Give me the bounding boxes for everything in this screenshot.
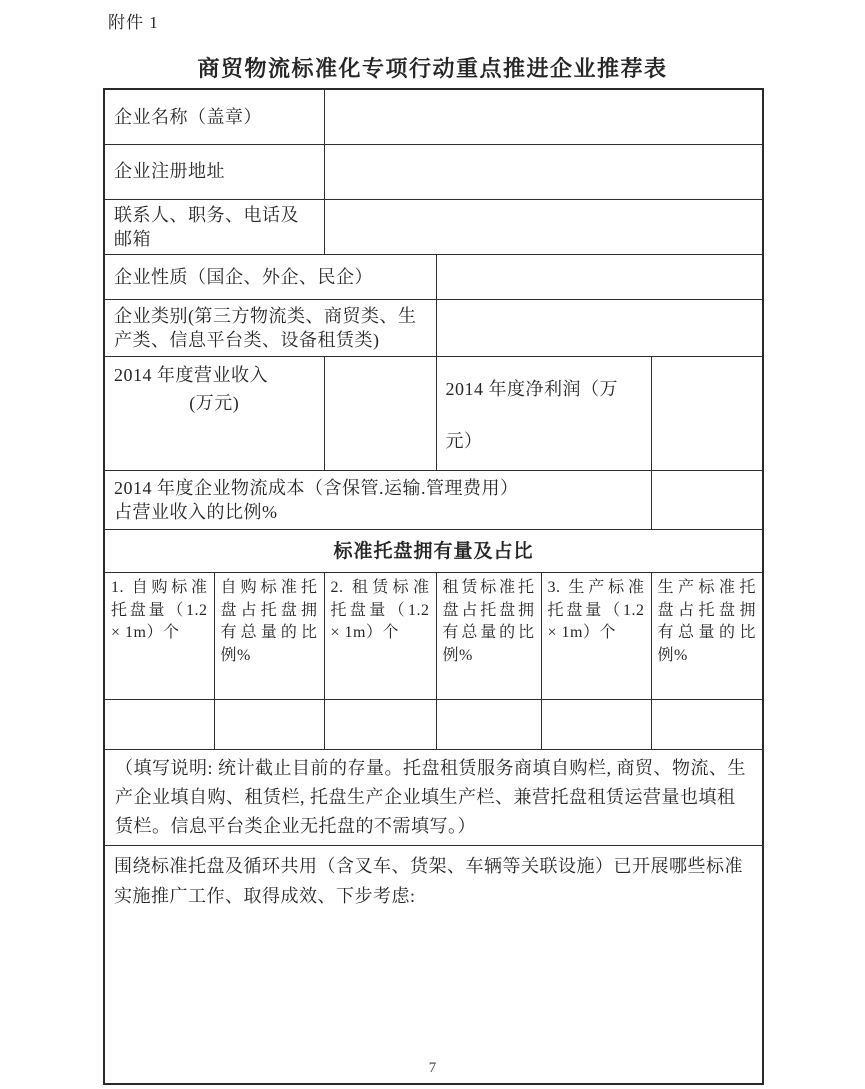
revenue-2014-label-line1: 2014 年度营业收入 (114, 365, 268, 386)
contact-label: 联系人、职务、电话及邮箱 (104, 199, 324, 255)
contact-value-cell[interactable] (324, 199, 763, 255)
registered-address-value-cell[interactable] (324, 144, 763, 199)
pallet-values-row (104, 700, 763, 750)
logistics-cost-label-line2: 占营业收入的比例% (114, 502, 278, 523)
page-number: 7 (428, 1060, 437, 1076)
net-profit-2014-label: 2014 年度净利润（万元） (436, 357, 651, 471)
promotion-question-label: 围绕标准托盘及循环共用（含叉车、货架、车辆等关联设施）已开展哪些标准实施推广工作、取得成效、下步考虑: (114, 855, 743, 906)
pallet-section-title: 标准托盘拥有量及占比 (104, 530, 763, 573)
table-row (104, 357, 763, 471)
logistics-cost-2014-value-cell[interactable] (651, 471, 763, 530)
page-title: 商贸物流标准化专项行动重点推进企业推荐表 (197, 56, 668, 81)
revenue-2014-value-cell[interactable] (324, 357, 436, 471)
enterprise-category-label: 企业类别(第三方物流类、商贸类、生产类、信息平台类、设备租赁类) (104, 300, 436, 357)
net-profit-2014-value-cell[interactable] (651, 357, 763, 471)
table-row (104, 300, 763, 357)
table-row (104, 89, 763, 144)
pallet-col-header-self-purchased-qty: 1. 自购标准托盘量（1.2 × 1m）个 (104, 573, 214, 700)
pallet-col-header-self-purchased-ratio: 自购标准托盘占托盘拥有总量的比例% (214, 573, 324, 700)
recommendation-form-table (103, 88, 764, 1085)
table-row (104, 144, 763, 199)
pallet-value-cell-self-purchased-qty[interactable] (104, 700, 214, 750)
pallet-header-row (104, 573, 763, 700)
pallet-value-cell-produced-ratio[interactable] (651, 700, 763, 750)
company-name-value-cell[interactable] (324, 89, 763, 144)
table-row (104, 845, 763, 1084)
enterprise-category-value-cell[interactable] (436, 300, 763, 357)
pallet-col-header-produced-ratio: 生产标准托盘占托盘拥有总量的比例% (651, 573, 763, 700)
logistics-cost-2014-label (104, 471, 651, 530)
pallet-col-header-leased-ratio: 租赁标准托盘占托盘拥有总量的比例% (436, 573, 541, 700)
pallet-fill-instructions: （填写说明: 统计截止目前的存量。托盘租赁服务商填自购栏, 商贸、物流、生产企业填自购、租赁栏, 托盘生产企业填生产栏、兼营托盘租赁运营量也填租赁栏。信息平台类企业无托盘的不需填写。） (104, 750, 763, 845)
pallet-value-cell-produced-qty[interactable] (541, 700, 651, 750)
pallet-value-cell-leased-qty[interactable] (324, 700, 436, 750)
table-row (104, 255, 763, 300)
logistics-cost-label-line1: 2014 年度企业物流成本（含保管.运输.管理费用） (114, 478, 519, 499)
attachment-label: 附件 1 (108, 13, 159, 32)
revenue-2014-label-line2: (万元) (189, 393, 240, 414)
pallet-col-header-produced-qty: 3. 生产标准托盘量（1.2 × 1m）个 (541, 573, 651, 700)
promotion-answer-cell[interactable] (104, 845, 763, 1084)
company-name-label: 企业名称（盖章） (104, 89, 324, 144)
table-row (104, 471, 763, 530)
pallet-value-cell-leased-ratio[interactable] (436, 700, 541, 750)
pallet-col-header-leased-qty: 2. 租赁标准托盘量（1.2 × 1m）个 (324, 573, 436, 700)
table-row (104, 199, 763, 255)
registered-address-label: 企业注册地址 (104, 144, 324, 199)
enterprise-nature-value-cell[interactable] (436, 255, 763, 300)
table-row (104, 750, 763, 845)
enterprise-nature-label: 企业性质（国企、外企、民企） (104, 255, 436, 300)
table-row (104, 530, 763, 573)
revenue-2014-label (104, 357, 324, 471)
pallet-value-cell-self-purchased-ratio[interactable] (214, 700, 324, 750)
